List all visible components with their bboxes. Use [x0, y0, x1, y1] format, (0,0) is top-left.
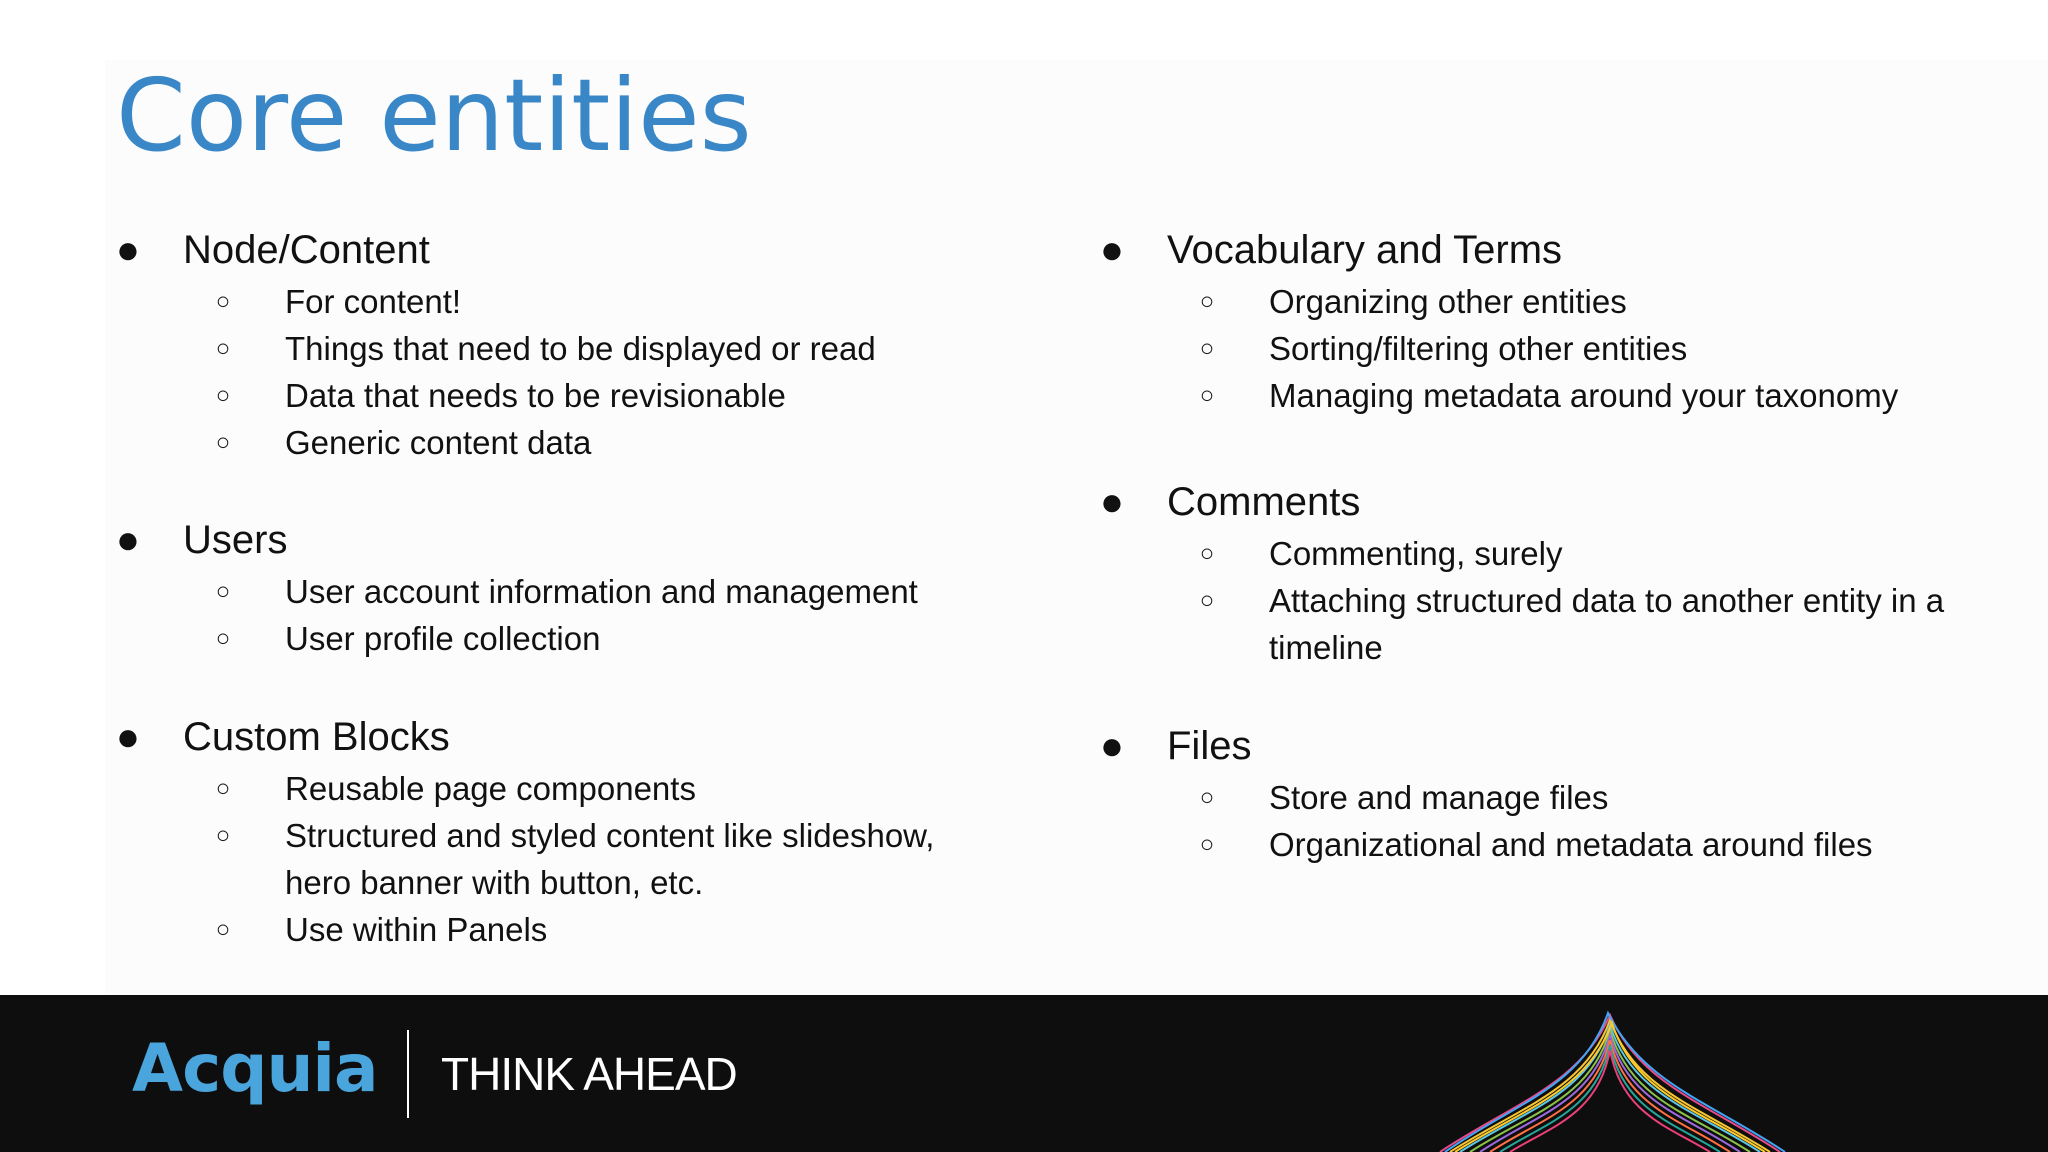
sub-bullet-icon: ○ [215, 822, 231, 849]
bullet-label: Comments [1167, 480, 1361, 524]
tagline: THINK AHEAD [441, 1048, 737, 1100]
sub-bullet-icon: ○ [215, 429, 231, 456]
slide: Core entities ● Node/Content ○ For content! ○ Things that need to be displayed or read ○ Data that needs to be revisionable ○ Generic content data ● Users ○ User account information and management ○ User profile collection ● Custom Blocks ○ Reusable page components ○ Structured and styled content like slideshow, hero banner with button, etc. ○ Use within Panels ● Vocabulary and Terms ○ Organizing other entities ○ Sorting/filtering other entities ○ Managing metadata around your taxonomy ● Comments ○ Commenting, surely ○ Attaching structured data to another entity in a timeline ● Files ○ Store and manage files ○ Organizational and metadata around files Acquia THINK AHEAD [0, 0, 2048, 1152]
bullet-icon: ● [115, 715, 141, 759]
sub-bullet-icon: ○ [1199, 831, 1215, 858]
logo-divider [407, 1030, 409, 1118]
footer-bar [0, 995, 2048, 1152]
bullet-icon: ● [1099, 480, 1125, 524]
bullet-icon: ● [1099, 724, 1125, 768]
sub-bullet-icon: ○ [215, 288, 231, 315]
sub-bullet-icon: ○ [1199, 540, 1215, 567]
sub-bullet-icon: ○ [1199, 382, 1215, 409]
decorative-swoosh-icon [1430, 995, 1790, 1152]
sub-bullet-icon: ○ [215, 775, 231, 802]
bullet-icon: ● [115, 228, 141, 272]
bullet-icon: ● [115, 518, 141, 562]
sub-bullet-icon: ○ [215, 335, 231, 362]
bullet-label: Users [183, 518, 288, 562]
sub-bullet-icon: ○ [1199, 288, 1215, 315]
bullet-label: Node/Content [183, 228, 430, 272]
acquia-logo: Acquia [132, 1030, 378, 1107]
sub-bullet-icon: ○ [215, 916, 231, 943]
slide-title: Core entities [116, 57, 752, 174]
sub-bullet-icon: ○ [215, 578, 231, 605]
sub-bullet-icon: ○ [1199, 784, 1215, 811]
sub-bullet-icon: ○ [215, 382, 231, 409]
bullet-label: Custom Blocks [183, 715, 450, 759]
sub-bullet-icon: ○ [215, 625, 231, 652]
bullet-label: Vocabulary and Terms [1167, 228, 1563, 272]
sub-bullet-icon: ○ [1199, 587, 1215, 614]
bullet-icon: ● [1099, 228, 1125, 272]
sub-bullet-icon: ○ [1199, 335, 1215, 362]
bullet-label: Files [1167, 724, 1252, 768]
